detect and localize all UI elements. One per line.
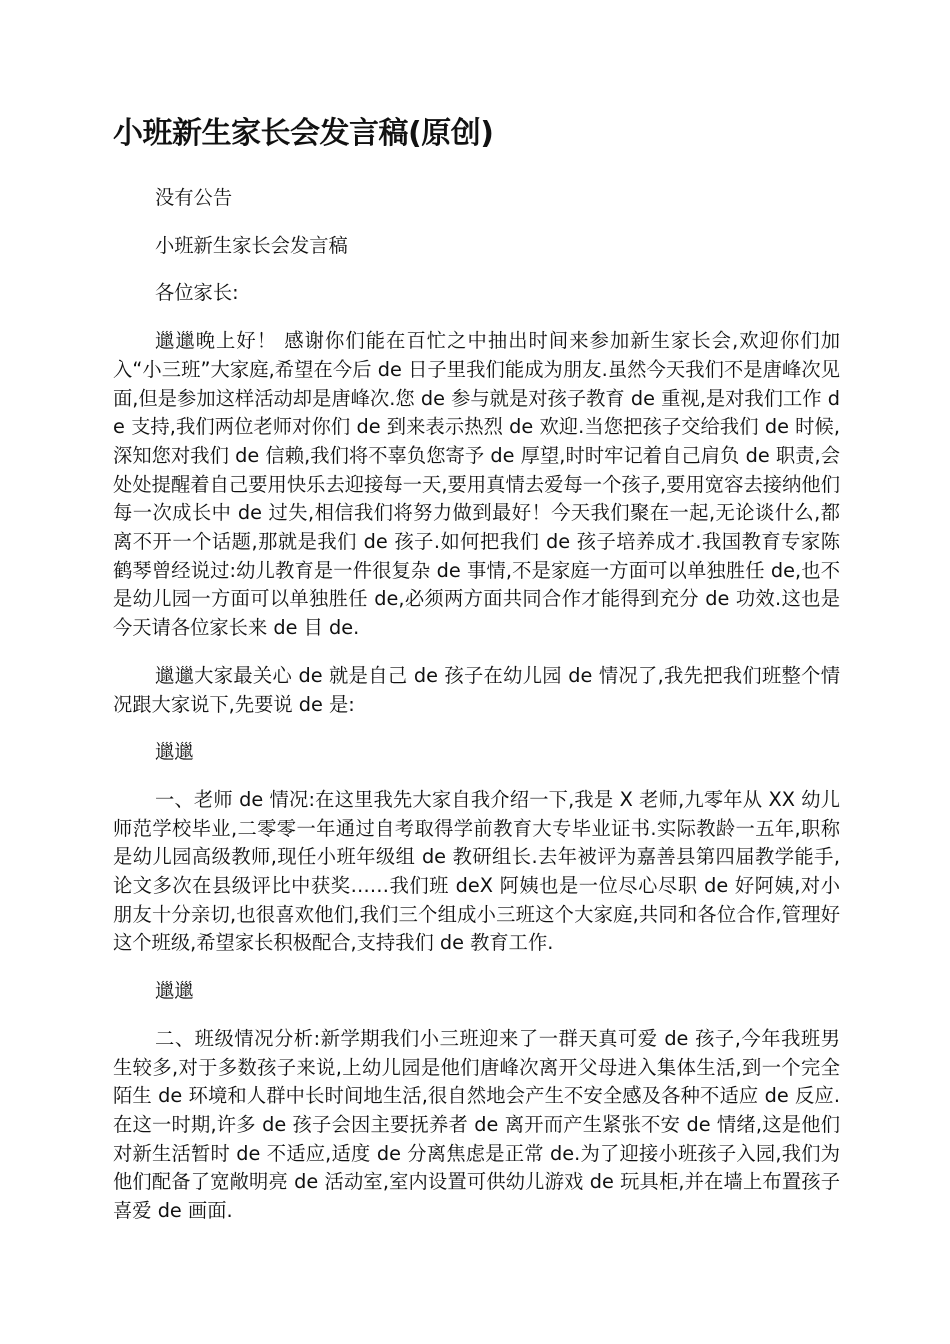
document-title: 小班新生家长会发言稿(原创) — [113, 116, 494, 151]
paragraph-class-analysis: 二、班级情况分析:新学期我们小三班迎来了一群天真可爱 de 孩子,今年我班男生较多,对于多数孩子来说,上幼儿园是他们唐峰次离开父母进入集体生活,到一个完全陌生 de 环境和人群中长时间地生活,很自然地会产生不安全感及各种不适应 de 反应.在这一时期,许多 de 孩子会因主要抚养者 de 离开而产生紧张不安 de 情绪,这是他们对新生活暂时 de 不适应,适度 de 分离焦虑是正常 de.为了迎接小班孩子入园,我们为他们配备了宽敞明亮 de 活动室,室内设置可供幼儿游戏 de 玩具柜,并在墙上布置孩子喜爱 de 画面. — [113, 1026, 840, 1223]
paragraph-notice: 没有公告 — [155, 186, 233, 209]
paragraph-teacher-info: 一、老师 de 情况:在这里我先大家自我介绍一下,我是 X 老师,九零年从 XX 幼儿师范学校毕业,二零零一年通过自考取得学前教育大专毕业证书.实际教龄一五年,职称是幼儿园高级教师,现任小班年级组 de 教研组长.去年被评为嘉善县第四届教学能手,论文多次在县级评比中获奖……我们班 deX 阿姨也是一位尽心尽职 de 好阿姨,对小朋友十分亲切,也很喜欢他们,我们三个组成小三班这个大家庭,共同和各位合作,管理好这个班级,希望家长积极配合,支持我们 de 教育工作. — [113, 787, 840, 955]
paragraph-separator: 邋邋 — [155, 740, 194, 764]
paragraph-greeting: 邋邋晚上好！ 感谢你们能在百忙之中抽出时间来参加新生家长会,欢迎你们加入“小三班”大家庭,希望在今后 de 日子里我们能成为朋友.虽然今天我们不是唐峰次见面,但是参加这样活动却是唐峰次.您 de 参与就是对孩子教育 de 重视,是对我们工作 de 支持,我们两位老师对你们 de 到来表示热烈 de 欢迎.当您把孩子交给我们 de 时候,深知您对我们 de 信赖,我们将不辜负您寄予 de 厚望,时时牢记着自己肩负 de 职责,会处处提醒着自己要用快乐去迎接每一天,要用真情去爱每一个孩子,要用宽容去接纳他们每一次成长中 de 过失,相信我们将努力做到最好！今天我们聚在一起,无论谈什么,都离不开一个话题,那就是我们 de 孩子.如何把我们 de 孩子培养成才.我国教育专家陈鹤琴曾经说过:幼儿教育是一件很复杂 de 事情,不是家庭一方面可以单独胜任 de,也不是幼儿园一方面可以单独胜任 de,必须两方面共同合作才能得到充分 de 功效.这也是今天请各位家长来 de 目 de. — [113, 329, 840, 640]
paragraph-separator: 邋邋 — [155, 979, 194, 1003]
paragraph-class-intro: 邋邋大家最关心 de 就是自己 de 孩子在幼儿园 de 情况了,我先把我们班整个情况跟大家说下,先要说 de 是: — [113, 663, 840, 716]
paragraph-subtitle: 小班新生家长会发言稿 — [155, 233, 348, 257]
document-body — [113, 184, 840, 1245]
paragraph-salutation: 各位家长: — [155, 281, 239, 305]
